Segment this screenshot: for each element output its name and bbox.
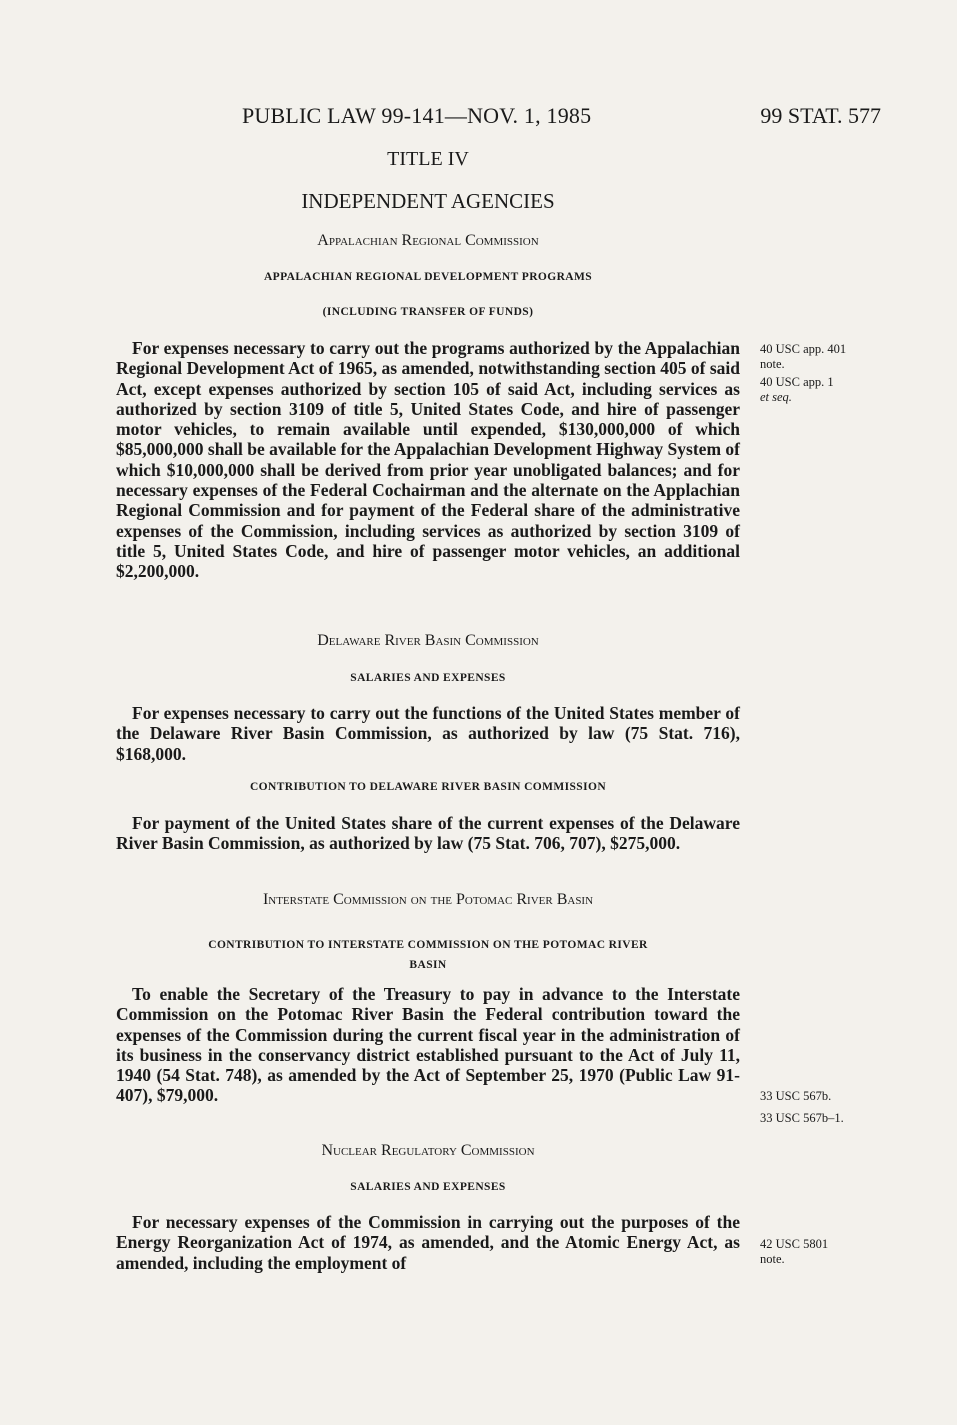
contribution-heading-delaware: CONTRIBUTION TO DELAWARE RIVER BASIN COMMISSION <box>249 781 607 793</box>
program-heading-appalachian: APPALACHIAN REGIONAL DEVELOPMENT PROGRAMS <box>263 271 593 283</box>
margin-note-33usc-567b-1: 33 USC 567b–1. <box>760 1111 844 1125</box>
paragraph-potomac: To enable the Secretary of the Treasury to pay in advance to the Interstate Commission on the Potomac River Basin the Federal contribution toward the expenses of the Commission during the current fiscal year in the administration of its business in the conservancy district established pursuant to the Act of July 11, 1940 (54 Stat. 748), as amended by the Act of September 25, 1970 (Public Law 91-407), $79,000. <box>116 984 740 1106</box>
agency-heading-appalachian: Appalachian Regional Commission <box>317 232 539 249</box>
running-header-stat: 99 STAT. 577 <box>760 103 881 128</box>
margin-note-42usc-5801 <box>760 1237 900 1267</box>
margin-note-line: 40 USC app. 401 <box>760 342 847 356</box>
salaries-heading-delaware: SALARIES AND EXPENSES <box>350 672 506 684</box>
paragraph-delaware-salaries: For expenses necessary to carry out the functions of the United States member of the Delaware River Basin Commission, as authorized by law (75 Stat. 716), $168,000. <box>116 703 740 764</box>
title-number: TITLE IV <box>387 148 469 170</box>
paragraph-delaware-contribution: For payment of the United States share of the current expenses of the Delaware River Basin Commission, as authorized by law (75 Stat. 706, 707), $275,000. <box>116 813 740 854</box>
paragraph-appalachian: For expenses necessary to carry out the programs authorized by the Appalachian Regional Development Act of 1965, as amended, notwithstanding section 405 of said Act, except expenses authorized by section 105 of said Act, including services as authorized by section 3109 of title 5, United States Code, and hire of passenger motor vehicles, to remain available until expended, $130,000,000 of which $85,000,000 shall be available for the Appalachian Development Highway System of which $10,000,000 shall be derived from prior year unobligated balances; and for necessary expenses of the Federal Cochairman and the alternate on the Applachian Regional Commission and for payment of the Federal share of the administrative expenses of the Commission, including services as authorized by section 3109 of title 5, United States Code, and hire of passenger motor vehicles, an additional $2,200,000. <box>116 338 740 582</box>
margin-note-line: 42 USC 5801 <box>760 1237 829 1251</box>
margin-note-line: note. <box>760 357 785 371</box>
paragraph-nuclear: For necessary expenses of the Commission in carrying out the purposes of the Energy Reorganization Act of 1974, as amended, and the Atomic Energy Act, as amended, including the employment of <box>116 1212 740 1273</box>
margin-note-line: et seq. <box>760 390 792 404</box>
contribution-heading-potomac: CONTRIBUTION TO INTERSTATE COMMISSION ON THE POTOMAC RIVER BASIN <box>208 939 648 971</box>
running-header-title: PUBLIC LAW 99-141—NOV. 1, 1985 <box>242 103 592 128</box>
agency-heading-nuclear: Nuclear Regulatory Commission <box>321 1142 535 1159</box>
agency-heading-delaware: Delaware River Basin Commission <box>317 632 539 649</box>
agency-heading-potomac: Interstate Commission on the Potomac River Basin <box>262 891 594 908</box>
margin-note-line: note. <box>760 1252 785 1266</box>
title-name: INDEPENDENT AGENCIES <box>301 189 555 213</box>
margin-note-33usc-567b: 33 USC 567b. <box>760 1089 832 1103</box>
salaries-heading-nuclear: SALARIES AND EXPENSES <box>350 1181 506 1193</box>
transfer-note: (INCLUDING TRANSFER OF FUNDS) <box>322 306 534 318</box>
margin-note-line: 40 USC app. 1 <box>760 375 834 389</box>
margin-note-40usc-401 <box>760 342 900 372</box>
margin-note-40usc-1 <box>760 375 900 405</box>
